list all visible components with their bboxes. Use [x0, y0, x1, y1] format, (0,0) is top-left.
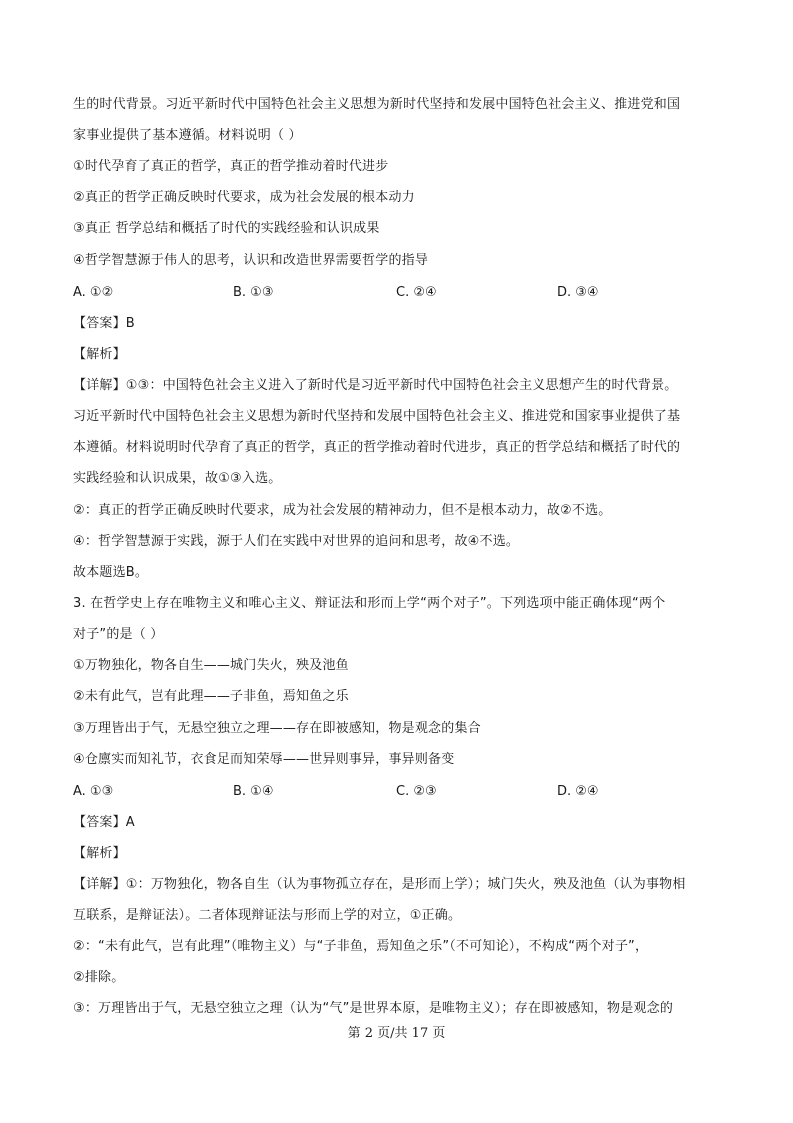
q3-item-2: ②未有此气，岂有此理——子非鱼，焉知鱼之乐	[73, 689, 349, 704]
q2-option-c: C. ②④	[396, 285, 437, 300]
q2-stem-line-2: 家事业提供了基本遵循。材料说明（ ）	[73, 128, 302, 143]
q3-explain-line-5: ③：万理皆出于气，无悬空独立之理（认为“气”是世界本原，是唯物主义）；存在即被感知，物是观念的	[73, 1001, 674, 1016]
q3-stem-line-2: 对子”的是（ ）	[73, 627, 164, 642]
q3-option-d: D. ②④	[557, 784, 599, 799]
q2-item-3: ③真正 哲学总结和概括了时代的实践经验和认识成果	[73, 221, 380, 236]
q2-item-2: ②真正的哲学正确反映时代要求，成为社会发展的根本动力	[73, 190, 415, 205]
q3-explain-line-3: ②：“未有此气，岂有此理”（唯物主义）与“子非鱼，焉知鱼之乐”（不可知论），不构成“两个对子”，	[73, 939, 649, 954]
q2-explain-line-3: 本遵循。材料说明时代孕育了真正的哲学，真正的哲学推动着时代进步，真正的哲学总结和概括了时代的	[73, 440, 681, 455]
q3-option-b: B. ①④	[233, 784, 274, 799]
page-footer: 第 2 页/共 17 页	[347, 1026, 446, 1041]
q2-explain-line-2: 习近平新时代中国特色社会主义思想为新时代坚持和发展中国特色社会主义、推进党和国家事业提供了基	[73, 409, 681, 424]
q3-item-4: ④仓廪实而知礼节，衣食足而知荣辱——世异则事异，事异则备变	[73, 752, 455, 767]
q3-answer: 【答案】A	[73, 815, 135, 830]
q2-explain-line-5: ②：真正的哲学正确反映时代要求，成为社会发展的精神动力，但不是根本动力，故②不选。	[73, 503, 612, 518]
q2-item-4: ④哲学智慧源于伟人的思考，认识和改造世界需要哲学的指导	[73, 253, 429, 268]
q3-option-c: C. ②③	[396, 784, 437, 799]
q3-explain-line-1: 【详解】①：万物独化，物各自生（认为事物孤立存在，是形而上学）；城门失火，殃及池鱼（认为事物相	[73, 877, 686, 892]
q2-stem-line-1: 生的时代背景。习近平新时代中国特色社会主义思想为新时代坚持和发展中国特色社会主义、推进党和国	[73, 97, 681, 112]
q2-explain-line-6: ④：哲学智慧源于实践，源于人们在实践中对世界的追问和思考，故④不选。	[73, 534, 520, 549]
q2-conclusion: 故本题选B。	[73, 565, 149, 580]
q2-answer: 【答案】B	[73, 316, 135, 331]
q2-option-d: D. ③④	[557, 285, 599, 300]
q3-explain-line-4: ②排除。	[73, 970, 125, 985]
q3-item-3: ③万理皆出于气，无悬空独立之理——存在即被感知，物是观念的集合	[73, 721, 481, 736]
q3-analysis-label: 【解析】	[73, 846, 126, 861]
q2-explain-line-1: 【详解】①③：中国特色社会主义进入了新时代是习近平新时代中国特色社会主义思想产生的时代背景。	[73, 378, 678, 393]
q3-item-1: ①万物独化，物各自生——城门失火，殃及池鱼	[73, 658, 349, 673]
q2-explain-line-4: 实践经验和认识成果，故①③入选。	[73, 471, 282, 486]
q2-item-1: ①时代孕育了真正的哲学，真正的哲学推动着时代进步	[73, 159, 389, 174]
q3-explain-line-2: 互联系，是辩证法）。二者体现辩证法与形而上学的对立，①正确。	[73, 908, 462, 923]
q3-stem-line-1: 3. 在哲学史上存在唯物主义和唯心主义、辩证法和形而上学“两个对子”。下列选项中能正确体现“两个	[73, 596, 666, 611]
q2-analysis-label: 【解析】	[73, 347, 126, 362]
q2-option-b: B. ①③	[233, 285, 274, 300]
q3-option-a: A. ①③	[73, 784, 114, 799]
q2-option-a: A. ①②	[73, 285, 114, 300]
